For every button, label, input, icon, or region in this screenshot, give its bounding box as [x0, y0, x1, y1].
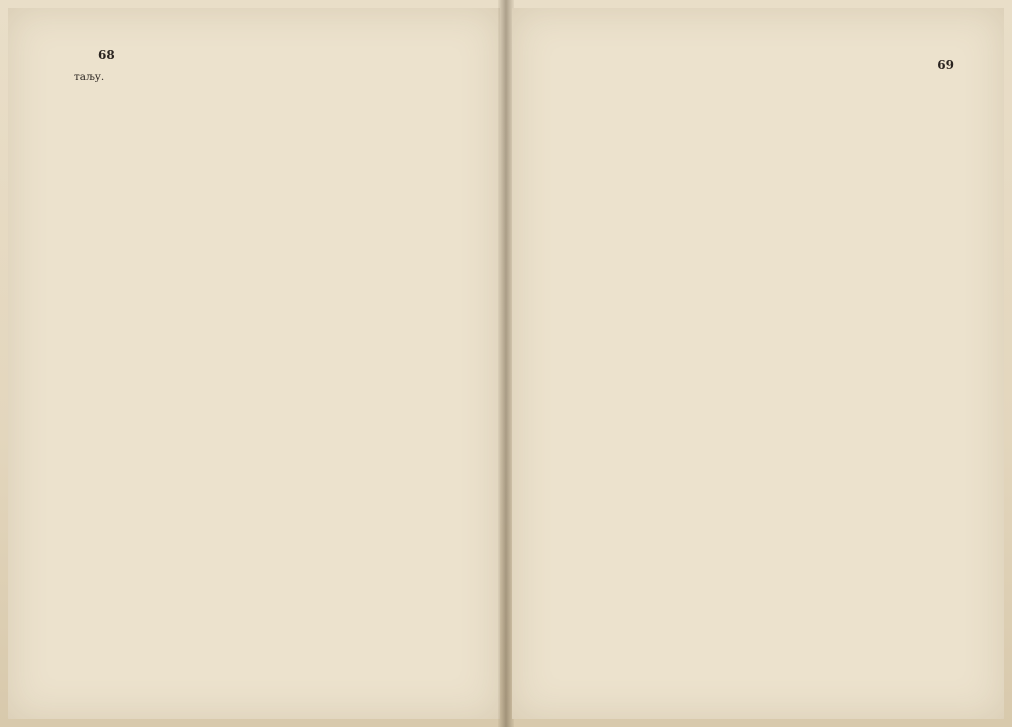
right-page	[512, 8, 1004, 719]
left-page-text	[74, 70, 482, 699]
right-page-text	[560, 86, 954, 699]
left-page-last-line: таљу.	[74, 71, 105, 83]
page-number-right: 69	[937, 58, 954, 72]
page-number-left: 68	[98, 48, 115, 62]
left-page	[8, 8, 500, 719]
